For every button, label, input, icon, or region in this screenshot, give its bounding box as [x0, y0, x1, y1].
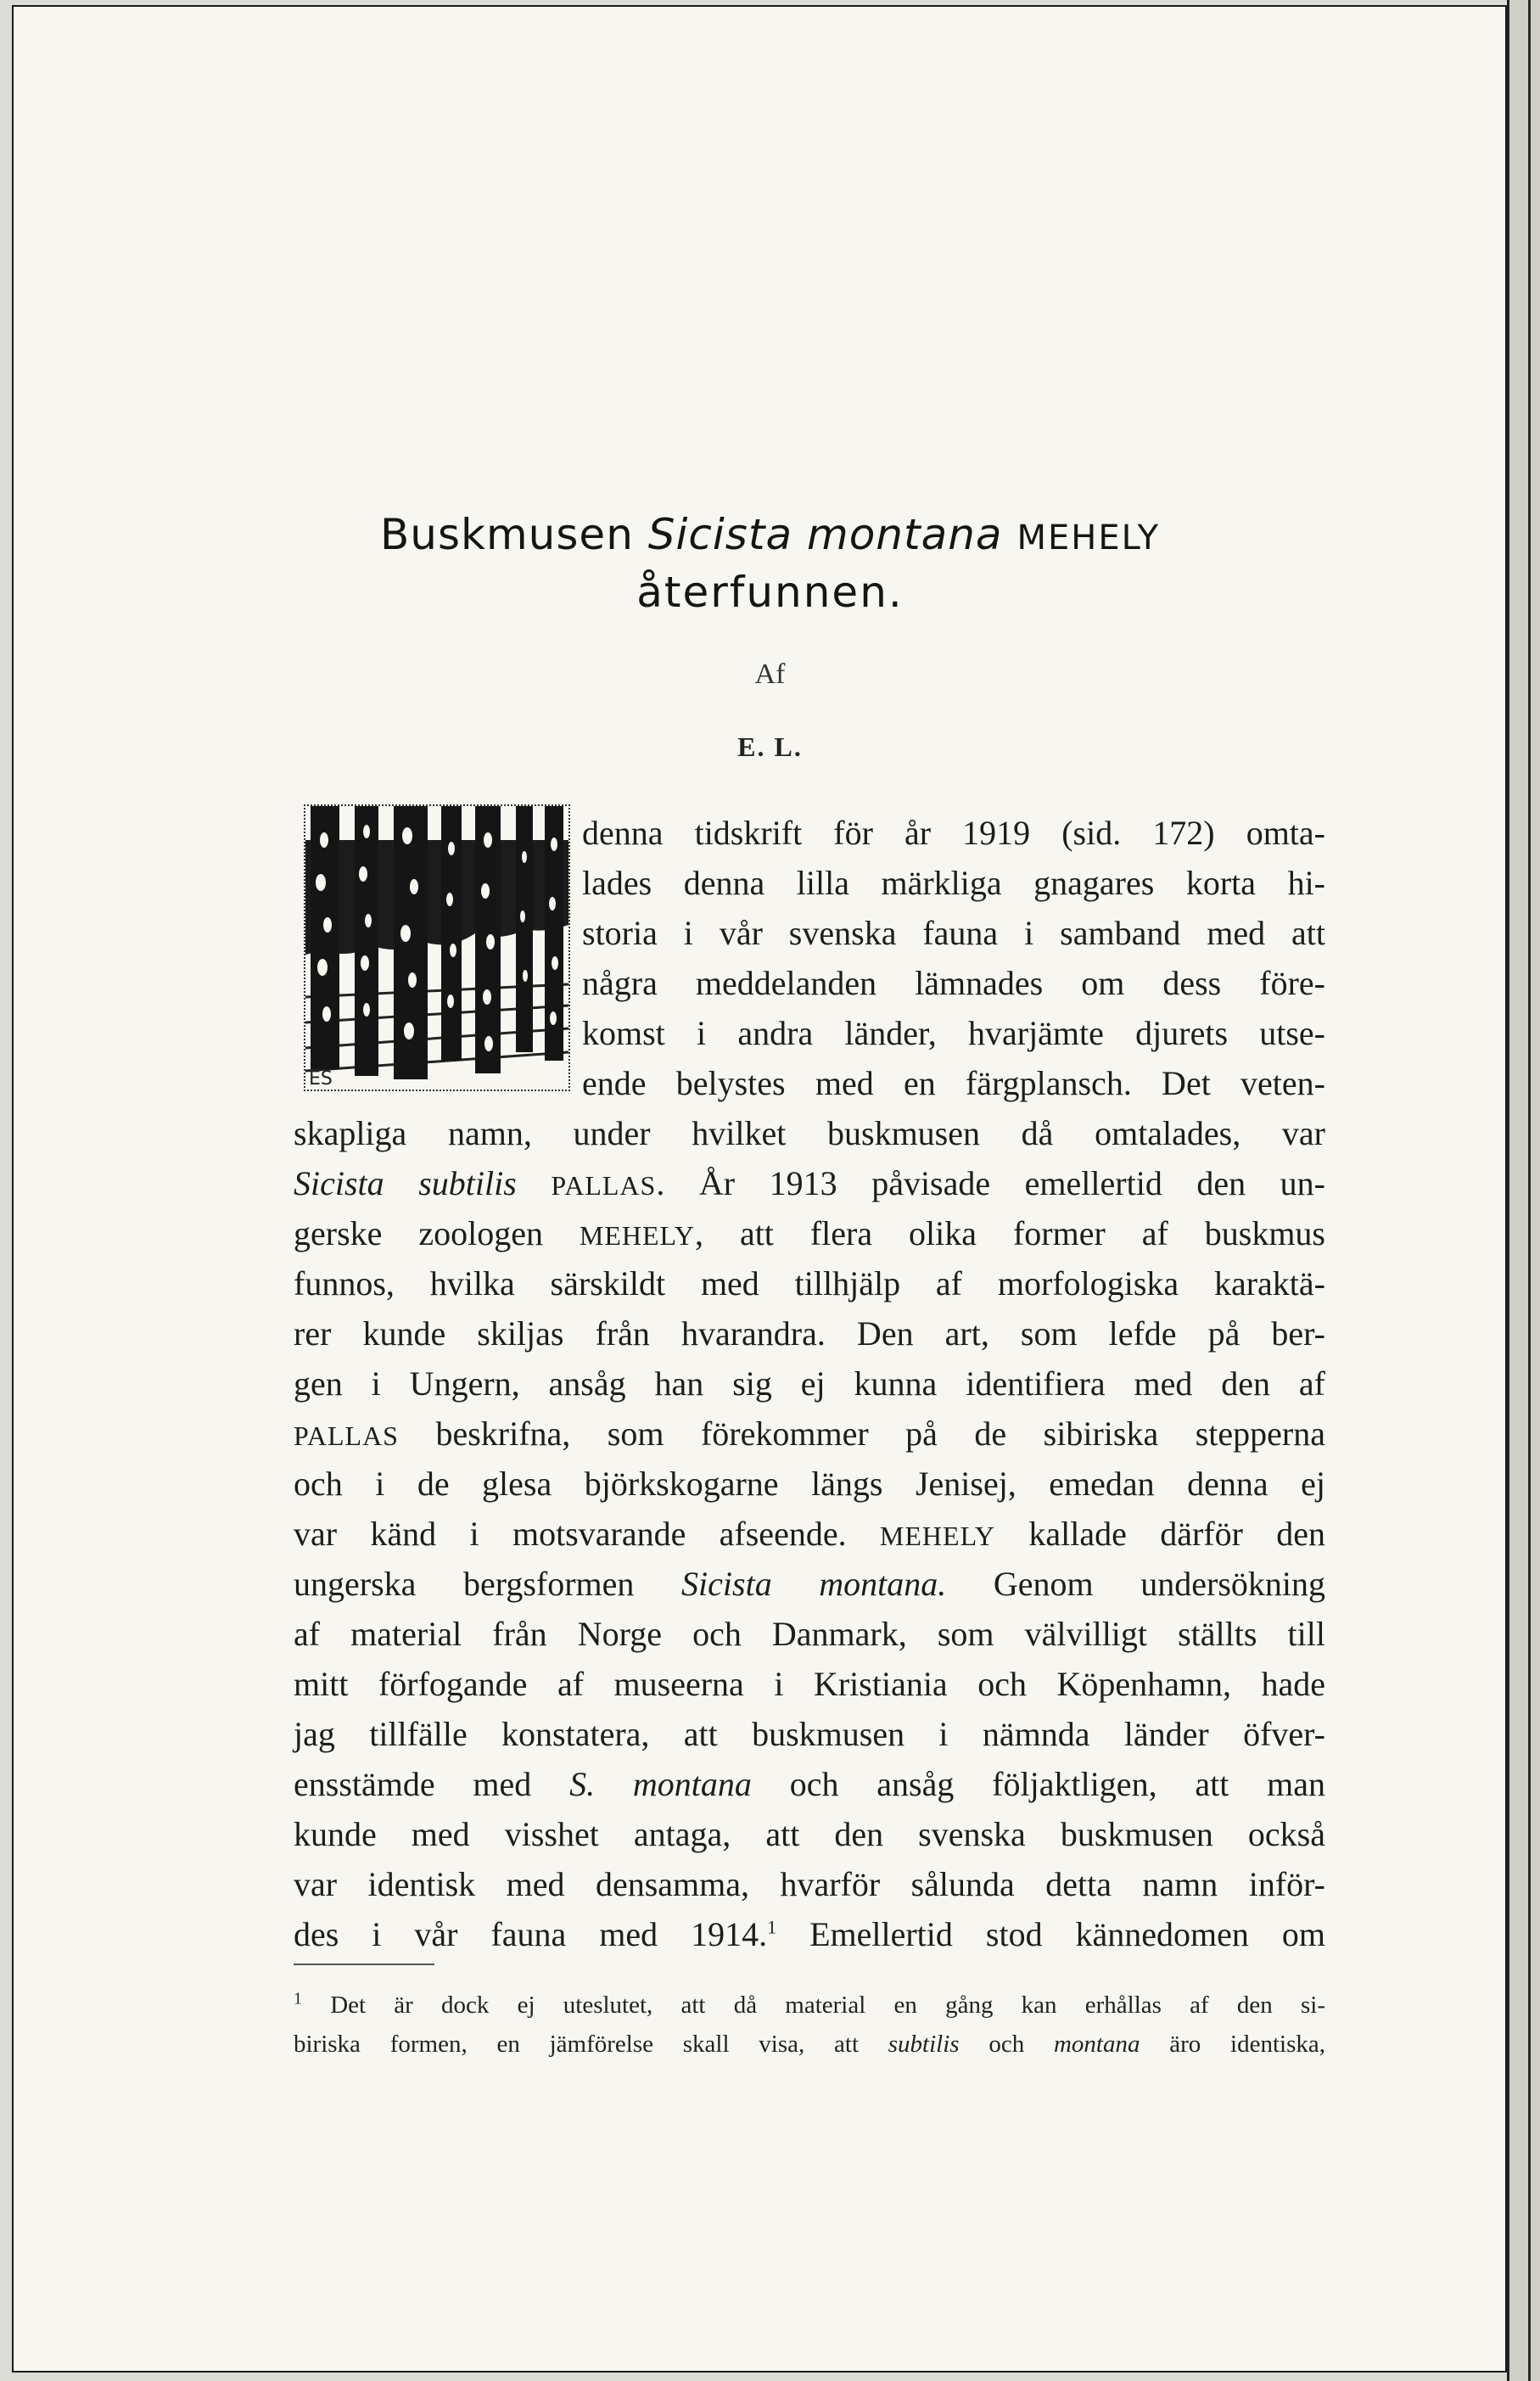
body-line: och i de glesa björkskogarne längs Jenisej, emedan denna ej — [294, 1465, 1325, 1503]
body-line — [294, 1208, 1325, 1258]
body-line: denna tidskrift för år 1919 (sid. 172) omta- — [582, 814, 1325, 852]
footnote-line — [294, 1986, 1325, 2025]
body-line — [294, 1559, 1325, 1609]
scan-edge — [1507, 0, 1540, 2381]
footnote-rule — [294, 1964, 434, 1965]
byline-author: E. L. — [737, 731, 803, 762]
body-segment: , att flera olika former af buskmus — [695, 1214, 1325, 1252]
body-line — [294, 1409, 1325, 1459]
body-line: af material från Norge och Danmark, som välvilligt ställts till — [294, 1615, 1325, 1653]
title-word: Buskmusen — [379, 510, 634, 559]
body-segment: des i vår fauna med 1914. — [294, 1915, 768, 1953]
footnote-ref: 1 — [767, 1916, 777, 1938]
scan-edge-stripe — [1528, 0, 1531, 2381]
species-name: montana — [1053, 2031, 1140, 2058]
monogram-text: ES — [309, 1068, 333, 1090]
body-line: några meddelanden lämnades om dess före- — [582, 964, 1325, 1002]
footnote-segment: och — [988, 2031, 1025, 2058]
species-name: S. montana — [569, 1765, 752, 1803]
body-line — [294, 1909, 1325, 1959]
body-line: var identisk med densamma, hvarför sålunda detta namn inför- — [294, 1865, 1325, 1903]
body-segment: beskrifna, som förekommer på de sibiriska stepperna — [435, 1415, 1325, 1453]
species-name: Sicista montana. — [681, 1565, 947, 1603]
body-line — [294, 1158, 1325, 1208]
author-name: MEHELY — [579, 1220, 695, 1251]
body-segment: Emellertid stod kännedomen om — [809, 1915, 1326, 1953]
species-name: subtilis — [888, 2031, 960, 2058]
body-segment: Genom undersökning — [993, 1565, 1326, 1603]
title-author: MEHELY — [1016, 518, 1161, 557]
forest-illustration — [305, 806, 568, 1090]
body-line — [294, 1509, 1325, 1559]
body-segment: ungerska bergsformen — [294, 1565, 635, 1603]
article-title-line1 — [0, 509, 1540, 563]
species-name: Sicista subtilis — [294, 1164, 517, 1202]
body-segment: . År 1913 påvisade emellertid den un- — [656, 1164, 1326, 1202]
body-line: mitt förfogande af museerna i Kristiania och Köpenhamn, hade — [294, 1665, 1325, 1703]
body-line: ende belystes med en färgplansch. Det veten- — [582, 1064, 1325, 1102]
footnote-segment: biriska formen, en jämförelse skall visa, att — [294, 2031, 859, 2058]
footnote-line — [294, 2025, 1325, 2064]
body-line: storia i vår svenska fauna i samband med att — [582, 914, 1325, 952]
body-line: skapliga namn, under hvilket buskmusen då omtalades, var — [294, 1114, 1325, 1152]
title-species: Sicista montana — [647, 510, 1003, 559]
footnote-mark: 1 — [294, 1989, 302, 2008]
author-name: PALLAS — [551, 1170, 657, 1201]
body-segment: gerske zoologen — [294, 1214, 543, 1252]
body-line: gen i Ungern, ansåg han sig ej kunna identifiera med den af — [294, 1364, 1325, 1403]
footnote-segment: Det är dock ej uteslutet, att då material en gång kan erhållas af den si- — [330, 1992, 1325, 2019]
body-line: komst i andra länder, hvarjämte djurets utse- — [582, 1014, 1325, 1052]
body-line: lades denna lilla märkliga gnagares korta hi- — [582, 864, 1325, 902]
decorated-initial — [304, 804, 570, 1091]
body-line: jag tillfälle konstatera, att buskmusen i nämnda länder öfver- — [294, 1715, 1325, 1753]
byline-af: Af — [754, 658, 786, 690]
author-name: MEHELY — [879, 1521, 996, 1551]
body-line: kunde med visshet antaga, att den svenska buskmusen också — [294, 1815, 1325, 1853]
body-line: rer kunde skiljas från hvarandra. Den art, som lefde på ber- — [294, 1314, 1325, 1353]
body-segment: ensstämde med — [294, 1765, 532, 1803]
footnote-segment: äro identiska, — [1169, 2031, 1325, 2058]
body-segment: var känd i motsvarande afseende. — [294, 1515, 847, 1553]
body-segment: och ansåg följaktligen, att man — [789, 1765, 1326, 1803]
body-line: funnos, hvilka särskildt med tillhjälp af morfologiska karaktä- — [294, 1264, 1325, 1303]
body-line — [294, 1759, 1325, 1809]
author-name: PALLAS — [294, 1420, 399, 1451]
article-title-line2: återfunnen. — [636, 568, 904, 617]
body-segment: kallade därför den — [1028, 1515, 1326, 1553]
